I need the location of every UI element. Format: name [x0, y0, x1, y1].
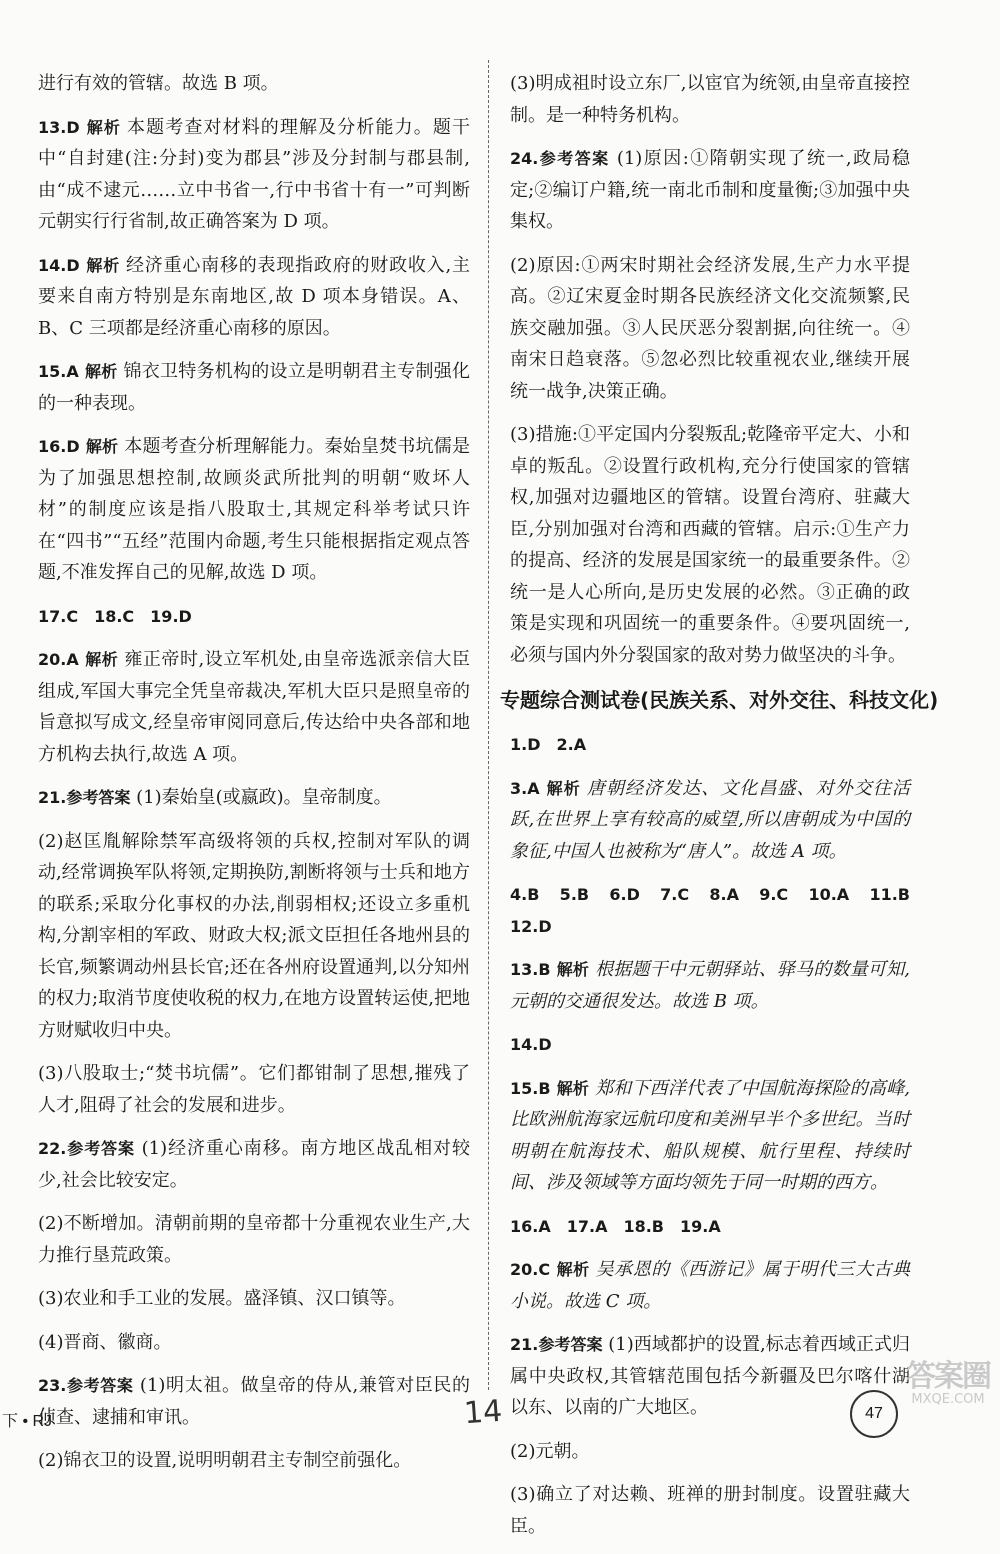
answer-item: 15.A 解析 锦衣卫特务机构的设立是明朝君主专制强化的一种表现。	[38, 361, 470, 414]
q21-part3: (3)确立了对达赖、班禅的册封制度。设置驻藏大臣。	[510, 1484, 910, 1537]
q23-part1: 23.参考答案 (1)明太祖。做皇帝的侍从,兼管对臣民的侦查、逮捕和审讯。	[38, 1375, 470, 1428]
q21-part3: (3)八股取士;“焚书坑儒”。它们都钳制了思想,摧残了人才,阻碍了社会的发展和进步。	[38, 1063, 470, 1116]
intro-text: 进行有效的管辖。故选 B 项。	[38, 73, 279, 94]
short-answers: 17.C 18.C 19.D	[38, 606, 192, 626]
q22-part2: (2)不断增加。清朝前期的皇帝都十分重视农业生产,大力推行垦荒政策。	[38, 1213, 470, 1266]
section-title: 专题综合测试卷(民族关系、对外交往、科技文化)	[500, 688, 939, 712]
footer-label: 下 • RJ	[2, 1413, 53, 1430]
answer-item: 16.D 解析 本题考查分析理解能力。秦始皇焚书坑儒是为了加强思想控制,故顾炎武所批判的明朝“败坏人材”的制度应该是指八股取士,其规定科举考试只许在“四书”“五经”范围内命题,考生只能根据指定观点答题,不准发挥自己的见解,故选 D 项。	[38, 436, 470, 583]
page-number: 47	[850, 1390, 898, 1438]
q21-part1: 21.参考答案 (1)西域都护的设置,标志着西域正式归属中央政权,其管辖范围包括今新疆及巴尔喀什湖以东、以南的广大地区。	[510, 1334, 910, 1418]
q21-part1: 21.参考答案 (1)秦始皇(或嬴政)。皇帝制度。	[38, 787, 392, 808]
answer-item: 3.A 解析 唐朝经济发达、文化昌盛、对外交往活跃,在世界上享有较高的威望,所以唐朝成为中国的象征,中国人也被称为“唐人”。故选 A 项。	[510, 777, 910, 862]
q23-part3: (3)明成祖时设立东厂,以宦官为统领,由皇帝直接控制。是一种特务机构。	[510, 73, 910, 126]
q22-part4: (4)晋商、徽商。	[38, 1331, 172, 1353]
short-answers: 1.D 2.A	[510, 735, 587, 754]
q24-part1: 24.参考答案 (1)原因:①隋朝实现了统一,政局稳定;②编订户籍,统一南北币制和度量衡;③加强中央集权。	[510, 148, 910, 232]
q23-part2: (2)锦衣卫的设置,说明明朝君主专制空前强化。	[38, 1450, 412, 1471]
q22-part3: (3)农业和手工业的发展。盛泽镇、汉口镇等。	[38, 1288, 406, 1309]
q24-part2: (2)原因:①两宋时期社会经济发展,生产力水平提高。②辽宋夏金时期各民族经济文化交流频繁,民族交融加强。③人民厌恶分裂割据,向往统一。④南宋日趋衰落。⑤忽必烈比较重视农业,继续开展统一战争,决策正确。	[510, 254, 910, 402]
left-column	[38, 68, 470, 1489]
column-divider	[488, 60, 489, 1390]
watermark-logo: 答案圈 MXQE.COM	[906, 1359, 990, 1407]
q24-part3: (3)措施:①平定国内分裂叛乱;乾隆帝平定大、小和卓的叛乱。②设置行政机构,充分行使国家的管辖权,加强对边疆地区的管辖。设置台湾府、驻藏大臣,分别加强对台湾和西藏的管辖。启示:①生产力的提高、经济的发展是国家统一的最重要条件。②统一是人心所向,是历史发展的必然。③正确的政策是实现和巩固统一的重要条件。④要巩固统一,必须与国内外分裂国家的敌对势力做坚决的斗争。	[510, 424, 910, 666]
handwritten-number: 14	[462, 1393, 504, 1432]
q21-part2: (2)元朝。	[510, 1440, 590, 1462]
q21-part2: (2)赵匡胤解除禁军高级将领的兵权,控制对军队的调动,经常调换军队将领,定期换防,割断将领与士兵和地方的联系;采取分化事权的办法,削弱相权;还设立多重机构,分割宰相的军政、财政大权;派文臣担任各地州县的长官,频繁调动州县长官;还在各州府设置通判,以分知州的权力;取消节度使收税的权力,在地方设置转运使,把地方财赋收归中央。	[38, 830, 470, 1041]
short-answers: 16.A 17.A 18.B 19.A	[510, 1216, 721, 1236]
answer-item: 13.D 解析 本题考查对材料的理解及分析能力。题干中“自封建(注:分封)变为郡县”涉及分封制与郡县制,由“成不逮元……立中书省一,行中书省十有一”可判断元朝实行行省制,故正确答案为 D 项。	[38, 116, 470, 232]
answer-item: 20.A 解析 雍正帝时,设立军机处,由皇帝选派亲信大臣组成,军国大事完全凭皇帝裁决,军机大臣只是照皇帝的旨意拟写成文,经皇帝审阅同意后,传达给中央各部和地方机构去执行,故选 A 项。	[38, 649, 470, 765]
answer-item: 20.C 解析 吴承恩的《西游记》属于明代三大古典小说。故选 C 项。	[510, 1259, 910, 1312]
short-answers: 4.B 5.B 6.D 7.C 8.A 9.C 10.A 11.B 12.D	[510, 885, 927, 936]
answer-item: 15.B 解析 郑和下西洋代表了中国航海探险的高峰,比欧洲航海家远航印度和美洲早半个多世纪。当时明朝在航海技术、船队规模、航行里程、持续时间、涉及领域等方面均领先于同一时期的西方。	[510, 1077, 910, 1193]
q22-part1: 22.参考答案 (1)经济重心南移。南方地区战乱相对较少,社会比较安定。	[38, 1138, 470, 1191]
answer-item: 13.B 解析 根据题干中元朝驿站、驿马的数量可知,元朝的交通很发达。故选 B 项。	[510, 959, 910, 1012]
right-column	[500, 68, 939, 1554]
answer-item: 14.D 解析 经济重心南移的表现指政府的财政收入,主要来自南方特别是东南地区,故 D 项本身错误。A、B、C 三项都是经济重心南移的原因。	[38, 254, 470, 339]
short-answers: 14.D	[510, 1035, 552, 1054]
